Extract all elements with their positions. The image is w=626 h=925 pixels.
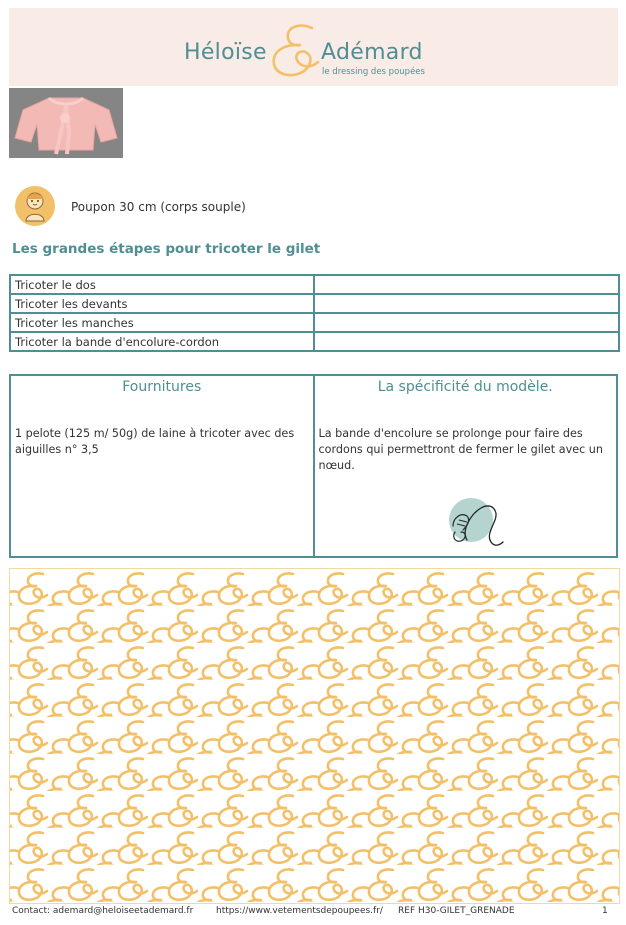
footer-ref: REF H30-GILET_GRENADE (398, 906, 515, 916)
supplies-title: Fournitures (122, 379, 202, 395)
footer-url[interactable]: https://www.vetementsdepoupees.fr/ (216, 906, 383, 916)
step-label: Tricoter les devants (10, 294, 314, 313)
table-row (10, 313, 619, 332)
doll-size-label: Poupon 30 cm (corps souple) (71, 200, 246, 214)
step-label: Tricoter les manches (10, 313, 314, 332)
brand-name-right: Adémard (321, 40, 423, 65)
step-label: Tricoter le dos (10, 275, 314, 294)
step-note (314, 313, 619, 332)
step-note (314, 332, 619, 351)
supplies-cell (11, 376, 313, 556)
baby-doll-icon (14, 185, 56, 227)
footer-contact: Contact: ademard@heloiseetademard.fr (12, 906, 194, 916)
specificity-title: La spécificité du modèle. (377, 379, 553, 395)
step-label: Tricoter la bande d'encolure-cordon (10, 332, 314, 351)
steps-title: Les grandes étapes pour tricoter le gilet (12, 241, 321, 257)
supplies-text: 1 pelote (125 m/ 50g) de laine à tricoter avec des aiguilles n° 3,5 (15, 427, 295, 456)
page-number: 1 (602, 906, 608, 916)
steps-table (9, 274, 620, 352)
brand-header (9, 8, 618, 86)
hand-sketch-icon (441, 486, 505, 550)
brand-name-left: Héloïse (184, 40, 267, 65)
ampersand-pattern (9, 568, 620, 904)
brand-tagline: le dressing des poupées (322, 67, 425, 77)
step-note (314, 294, 619, 313)
specificity-cell (313, 376, 617, 556)
step-note (314, 275, 619, 294)
table-row (10, 294, 619, 313)
ampersand-logo-icon (264, 20, 326, 84)
info-table (9, 374, 618, 558)
product-photo (9, 88, 123, 158)
table-row (10, 332, 619, 351)
table-row (10, 275, 619, 294)
pink-knitted-cardigan-photo (9, 88, 123, 158)
ampersand-pattern-icon (10, 569, 619, 903)
specificity-text: La bande d'encolure se prolonge pour faire des cordons qui permettront de fermer le gilet avec un nœud. (318, 427, 603, 472)
